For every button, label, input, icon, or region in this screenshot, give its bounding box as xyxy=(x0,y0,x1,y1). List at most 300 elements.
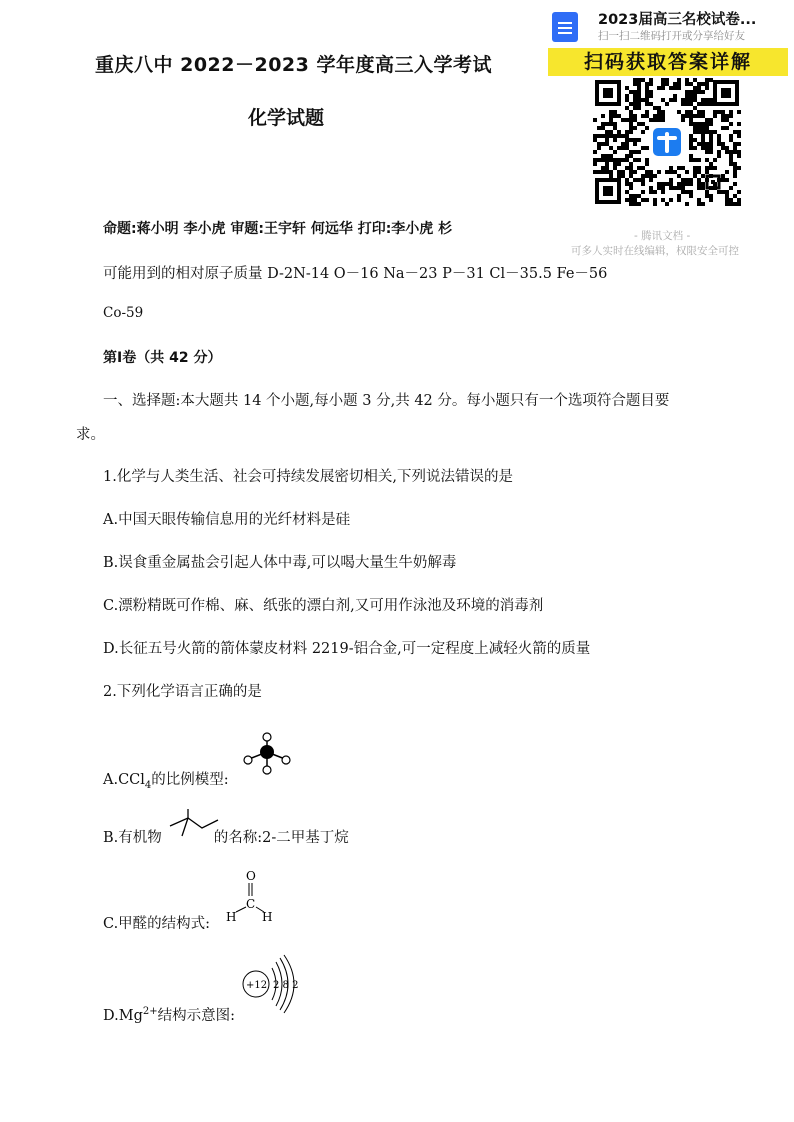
qr-module xyxy=(721,110,725,114)
qr-module xyxy=(625,182,629,186)
qr-module xyxy=(625,106,629,110)
qr-module xyxy=(689,118,693,122)
qr-module xyxy=(733,202,737,206)
qr-module xyxy=(697,122,701,126)
formaldehyde-h1: H xyxy=(226,910,237,924)
qr-module xyxy=(693,174,697,178)
qr-module xyxy=(633,202,637,206)
qr-module xyxy=(721,146,725,150)
qr-module xyxy=(689,158,693,162)
qr-module xyxy=(637,194,641,198)
qr-module xyxy=(649,90,653,94)
qr-module xyxy=(629,182,633,186)
qr-module xyxy=(661,114,665,118)
qr-module xyxy=(609,118,613,122)
qr-module xyxy=(621,174,625,178)
qr-module xyxy=(601,142,605,146)
qr-module xyxy=(681,114,685,118)
qr-module xyxy=(697,110,701,114)
qr-module xyxy=(685,170,689,174)
qr-module xyxy=(633,102,637,106)
qr-module xyxy=(681,98,685,102)
qr-module xyxy=(637,158,641,162)
qr-module xyxy=(633,118,637,122)
qr-module xyxy=(645,90,649,94)
formaldehyde-structure xyxy=(222,868,278,924)
qr-module xyxy=(625,166,629,170)
qr-module xyxy=(649,174,653,178)
qr-module xyxy=(705,158,709,162)
qr-module xyxy=(697,90,701,94)
question-2-option-a[interactable] xyxy=(103,768,229,791)
question-2-stem: 2.下列化学语言正确的是 xyxy=(103,684,262,700)
qr-module xyxy=(629,126,633,130)
qr-module xyxy=(685,178,689,182)
qr-module xyxy=(641,78,645,82)
qr-module xyxy=(649,170,653,174)
qr-module xyxy=(669,182,673,186)
qr-module xyxy=(689,82,693,86)
qr-module xyxy=(673,94,677,98)
qr-module xyxy=(705,126,709,130)
qr-module xyxy=(685,94,689,98)
formaldehyde-h2: H xyxy=(262,910,273,924)
qr-module xyxy=(617,130,621,134)
qr-module xyxy=(709,162,713,166)
qr-module xyxy=(713,130,717,134)
qr-module xyxy=(717,154,721,158)
qr-module xyxy=(697,166,701,170)
qr-module xyxy=(713,114,717,118)
qr-module xyxy=(641,114,645,118)
option-d-prefix: D.Mg xyxy=(103,1008,143,1024)
qr-module xyxy=(685,98,689,102)
qr-module xyxy=(633,142,637,146)
qr-module xyxy=(697,102,701,106)
qr-module xyxy=(637,78,641,82)
qr-module xyxy=(637,150,641,154)
qr-module xyxy=(709,138,713,142)
qr-module xyxy=(725,118,729,122)
qr-module xyxy=(593,118,597,122)
qr-module xyxy=(613,110,617,114)
qr-module xyxy=(605,130,609,134)
qr-module xyxy=(685,114,689,118)
qr-module xyxy=(729,134,733,138)
qr-module xyxy=(673,98,677,102)
question-2-option-c[interactable]: C.甲醛的结构式: xyxy=(103,916,211,932)
qr-module xyxy=(641,190,645,194)
qr-module xyxy=(697,170,701,174)
qr-module xyxy=(645,98,649,102)
qr-module xyxy=(649,186,653,190)
qr-module xyxy=(609,174,613,178)
qr-code-icon[interactable] xyxy=(593,78,741,206)
qr-module xyxy=(669,178,673,182)
qr-module xyxy=(709,122,713,126)
qr-module xyxy=(601,166,605,170)
qr-module xyxy=(693,158,697,162)
question-1-option-d[interactable]: D.长征五号火箭的箭体蒙皮材料 2219-铝合金,可一定程度上减轻火箭的质量 xyxy=(103,641,591,657)
formaldehyde-c: C xyxy=(246,897,256,911)
qr-module xyxy=(633,158,637,162)
qr-module xyxy=(725,170,729,174)
qr-module xyxy=(597,158,601,162)
qr-module xyxy=(645,126,649,130)
qr-module xyxy=(677,198,681,202)
qr-module xyxy=(629,130,633,134)
qr-module xyxy=(737,198,741,202)
question-2-option-d[interactable] xyxy=(103,1004,235,1025)
qr-module xyxy=(641,98,645,102)
qr-module xyxy=(649,94,653,98)
qr-module xyxy=(685,190,689,194)
qr-module xyxy=(693,138,697,142)
qr-module xyxy=(609,158,613,162)
qr-module xyxy=(625,86,629,90)
qr-module xyxy=(689,102,693,106)
qr-module xyxy=(729,114,733,118)
qr-module xyxy=(697,82,701,86)
qr-module xyxy=(689,110,693,114)
question-1-option-c[interactable]: C.漂粉精既可作棉、麻、纸张的漂白剂,又可用作泳池及环境的消毒剂 xyxy=(103,598,544,614)
qr-module xyxy=(701,138,705,142)
qr-module xyxy=(669,198,673,202)
qr-module xyxy=(629,198,633,202)
qr-module xyxy=(709,194,713,198)
qr-module xyxy=(725,198,729,202)
qr-module xyxy=(597,146,601,150)
qr-module xyxy=(661,118,665,122)
qr-module xyxy=(633,138,637,142)
qr-module xyxy=(657,118,661,122)
qr-module xyxy=(677,86,681,90)
qr-module xyxy=(733,162,737,166)
qr-module xyxy=(657,182,661,186)
qr-module xyxy=(613,150,617,154)
qr-module xyxy=(693,146,697,150)
qr-module xyxy=(593,170,597,174)
qr-module xyxy=(697,202,701,206)
qr-module xyxy=(677,166,681,170)
qr-module xyxy=(645,198,649,202)
qr-module xyxy=(721,190,725,194)
watermark-line2: 可多人实时在线编辑，权限安全可控 xyxy=(571,245,739,257)
qr-module xyxy=(677,78,681,82)
qr-module xyxy=(637,178,641,182)
qr-module xyxy=(693,166,697,170)
qr-module xyxy=(677,182,681,186)
qr-module xyxy=(689,114,693,118)
instructions-line1: 一、选择题:本大题共 14 个小题,每小题 3 分,共 42 分。每小题只有一个选项符合题目要 xyxy=(103,393,670,409)
question-1-stem: 1.化学与人类生活、社会可持续发展密切相关,下列说法错误的是 xyxy=(103,469,513,485)
qr-module xyxy=(601,154,605,158)
qr-module xyxy=(637,106,641,110)
qr-module xyxy=(729,202,733,206)
qr-module xyxy=(661,182,665,186)
qr-module xyxy=(625,154,629,158)
qr-module xyxy=(605,122,609,126)
qr-module xyxy=(629,138,633,142)
qr-module xyxy=(729,158,733,162)
qr-module xyxy=(593,162,597,166)
mg-shells: 2 8 2 xyxy=(273,980,299,991)
qr-module xyxy=(641,122,645,126)
qr-module xyxy=(729,110,733,114)
qr-module xyxy=(641,146,645,150)
qr-module xyxy=(613,138,617,142)
qr-module xyxy=(709,130,713,134)
qr-module xyxy=(725,178,729,182)
qr-module xyxy=(629,154,633,158)
qr-module xyxy=(721,178,725,182)
doc-title[interactable]: 2023届高三名校试卷... xyxy=(598,12,757,28)
qr-module xyxy=(717,190,721,194)
qr-module xyxy=(685,90,689,94)
qr-module xyxy=(613,126,617,130)
qr-module xyxy=(661,198,665,202)
formaldehyde-o: O xyxy=(246,869,256,883)
qr-module xyxy=(701,202,705,206)
qr-module xyxy=(689,122,693,126)
qr-module xyxy=(657,106,661,110)
qr-module xyxy=(625,118,629,122)
qr-module xyxy=(689,182,693,186)
qr-module xyxy=(669,170,673,174)
qr-module xyxy=(613,114,617,118)
qr-module xyxy=(689,94,693,98)
qr-module xyxy=(729,154,733,158)
qr-module xyxy=(629,162,633,166)
qr-module xyxy=(697,186,701,190)
answer-banner[interactable]: 扫码获取答案详解 xyxy=(548,48,788,76)
qr-module xyxy=(637,90,641,94)
qr-module xyxy=(673,82,677,86)
qr-module xyxy=(689,178,693,182)
qr-module xyxy=(645,162,649,166)
qr-module xyxy=(721,142,725,146)
qr-module xyxy=(693,126,697,130)
qr-module xyxy=(737,122,741,126)
option-b-suffix: 的名称:2-二甲基丁烷 xyxy=(213,830,349,846)
qr-module xyxy=(645,82,649,86)
qr-module xyxy=(693,114,697,118)
qr-module xyxy=(597,142,601,146)
qr-module xyxy=(725,114,729,118)
qr-module xyxy=(701,82,705,86)
qr-module xyxy=(669,98,673,102)
qr-module xyxy=(713,166,717,170)
qr-module xyxy=(605,154,609,158)
qr-module xyxy=(697,142,701,146)
qr-module xyxy=(729,198,733,202)
qr-module xyxy=(633,98,637,102)
qr-module xyxy=(609,130,613,134)
qr-module xyxy=(701,114,705,118)
qr-module xyxy=(625,130,629,134)
qr-module xyxy=(593,158,597,162)
qr-module xyxy=(649,178,653,182)
qr-module xyxy=(729,138,733,142)
option-a-subscript: 4 xyxy=(144,779,152,791)
qr-module xyxy=(729,162,733,166)
qr-module xyxy=(621,134,625,138)
qr-module xyxy=(621,142,625,146)
exam-title: 重庆八中 2022－2023 学年度高三入学考试 xyxy=(95,54,492,76)
qr-module xyxy=(705,190,709,194)
qr-module xyxy=(689,90,693,94)
qr-module xyxy=(665,182,669,186)
qr-module xyxy=(697,158,701,162)
qr-module xyxy=(701,174,705,178)
qr-module xyxy=(649,82,653,86)
option-b-prefix: B.有机物 xyxy=(103,830,162,846)
qr-module xyxy=(621,158,625,162)
qr-module xyxy=(681,166,685,170)
qr-module xyxy=(717,138,721,142)
qr-module xyxy=(725,126,729,130)
qr-module xyxy=(629,118,633,122)
qr-module xyxy=(661,98,665,102)
qr-module xyxy=(697,126,701,130)
qr-module xyxy=(717,150,721,154)
qr-module xyxy=(721,114,725,118)
qr-module xyxy=(637,102,641,106)
qr-module xyxy=(681,190,685,194)
qr-module xyxy=(625,138,629,142)
qr-module xyxy=(609,170,613,174)
qr-module xyxy=(605,166,609,170)
qr-module xyxy=(701,130,705,134)
qr-module xyxy=(677,186,681,190)
atomic-mass-line: 可能用到的相对原子质量 D-2N-14 O－16 Na－23 P－31 Cl－35.5 Fe－56 xyxy=(103,266,608,282)
qr-module xyxy=(597,134,601,138)
qr-module xyxy=(693,78,697,82)
qr-module xyxy=(633,114,637,118)
qr-module xyxy=(637,86,641,90)
qr-module xyxy=(685,78,689,82)
qr-module xyxy=(617,174,621,178)
qr-module xyxy=(653,174,657,178)
question-1-option-b[interactable]: B.误食重金属盐会引起人体中毒,可以喝大量生牛奶解毒 xyxy=(103,555,457,571)
qr-module xyxy=(645,114,649,118)
qr-module xyxy=(677,194,681,198)
qr-module xyxy=(709,118,713,122)
qr-module xyxy=(669,166,673,170)
qr-module xyxy=(737,202,741,206)
qr-module xyxy=(625,98,629,102)
qr-module xyxy=(625,158,629,162)
qr-module xyxy=(705,166,709,170)
qr-module xyxy=(601,126,605,130)
qr-module xyxy=(665,202,669,206)
qr-module xyxy=(709,146,713,150)
qr-module xyxy=(733,142,737,146)
qr-module xyxy=(629,202,633,206)
qr-module xyxy=(625,142,629,146)
qr-module xyxy=(709,142,713,146)
qr-module xyxy=(637,138,641,142)
question-2-option-b[interactable] xyxy=(103,826,349,847)
qr-module xyxy=(637,98,641,102)
qr-module xyxy=(605,158,609,162)
qr-module xyxy=(685,82,689,86)
qr-module xyxy=(685,110,689,114)
qr-module xyxy=(681,182,685,186)
qr-module xyxy=(729,122,733,126)
qr-module xyxy=(661,110,665,114)
qr-module xyxy=(665,78,669,82)
qr-module xyxy=(737,190,741,194)
qr-module xyxy=(701,146,705,150)
qr-module xyxy=(737,110,741,114)
qr-module xyxy=(617,134,621,138)
qr-module xyxy=(641,178,645,182)
qr-module xyxy=(629,194,633,198)
qr-module xyxy=(601,114,605,118)
qr-module xyxy=(637,166,641,170)
qr-module xyxy=(661,82,665,86)
qr-module xyxy=(697,114,701,118)
qr-module xyxy=(705,194,709,198)
qr-module xyxy=(717,134,721,138)
qr-module xyxy=(705,118,709,122)
qr-module xyxy=(653,202,657,206)
qr-module xyxy=(629,170,633,174)
qr-module xyxy=(629,90,633,94)
qr-module xyxy=(733,150,737,154)
qr-module xyxy=(721,174,725,178)
qr-module xyxy=(629,186,633,190)
qr-module xyxy=(625,94,629,98)
qr-module xyxy=(601,134,605,138)
qr-module xyxy=(697,86,701,90)
qr-module xyxy=(593,134,597,138)
qr-module xyxy=(593,138,597,142)
qr-module xyxy=(609,146,613,150)
qr-module xyxy=(645,170,649,174)
qr-module xyxy=(701,126,705,130)
question-1-option-a[interactable]: A.中国天眼传输信息用的光纤材料是硅 xyxy=(103,512,351,528)
qr-module xyxy=(645,174,649,178)
qr-module xyxy=(677,110,681,114)
qr-module xyxy=(641,166,645,170)
qr-module xyxy=(737,166,741,170)
qr-module xyxy=(649,118,653,122)
qr-module xyxy=(613,122,617,126)
qr-module xyxy=(629,102,633,106)
qr-module xyxy=(693,130,697,134)
skeletal-formula-icon xyxy=(168,808,220,838)
qr-module xyxy=(689,142,693,146)
qr-module xyxy=(673,170,677,174)
qr-module xyxy=(717,110,721,114)
qr-module xyxy=(617,162,621,166)
qr-module xyxy=(701,182,705,186)
qr-module xyxy=(721,118,725,122)
qr-module xyxy=(613,158,617,162)
qr-module xyxy=(733,194,737,198)
qr-module xyxy=(713,110,717,114)
qr-module xyxy=(601,170,605,174)
qr-module xyxy=(701,98,705,102)
qr-module xyxy=(705,82,709,86)
qr-module xyxy=(613,166,617,170)
qr-module xyxy=(617,170,621,174)
qr-module xyxy=(701,102,705,106)
qr-module xyxy=(733,174,737,178)
qr-module xyxy=(713,158,717,162)
